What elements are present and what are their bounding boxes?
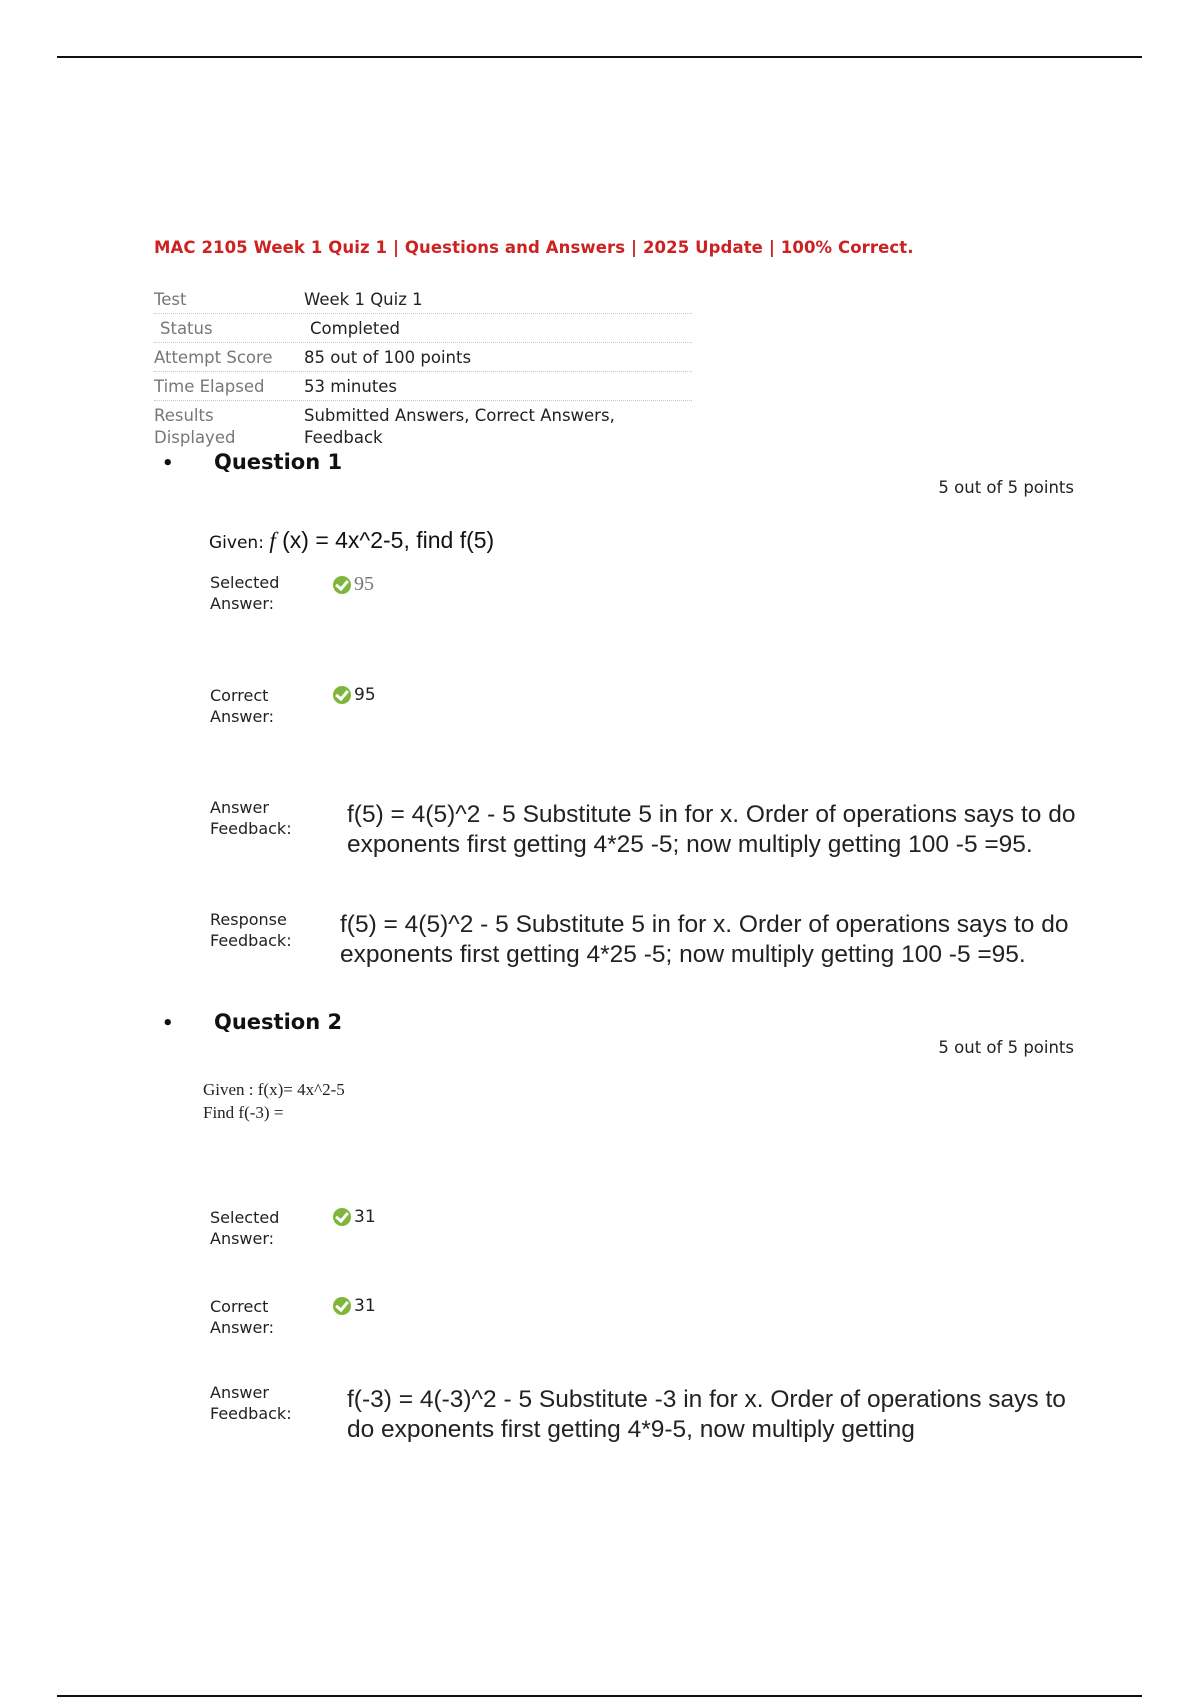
function-expression: (x) = 4x^2-5, find f(5) (275, 527, 495, 553)
label-line: Response (210, 910, 287, 929)
check-circle-icon (333, 1208, 351, 1226)
question-2-points: 5 out of 5 points (938, 1038, 1074, 1057)
check-circle-icon (333, 1297, 351, 1315)
question-2-selected-answer (333, 1207, 376, 1227)
correct-answer-label (210, 1296, 274, 1338)
label-line: Answer: (210, 1229, 275, 1248)
info-value: Week 1 Quiz 1 (304, 290, 423, 309)
info-label (154, 401, 304, 449)
question-title: Question 1 (214, 450, 343, 474)
info-label-line: Results (154, 406, 214, 425)
info-value (304, 401, 692, 449)
info-label: Time Elapsed (154, 377, 265, 396)
attempt-info-table (154, 285, 692, 449)
info-row-time (154, 372, 692, 401)
question-1-answer-feedback: f(5) = 4(5)^2 - 5 Substitute 5 in for x. Order of operations says to do exponents first getting 4*25 -5; now multiply getting 100 -5 =95. (347, 801, 1076, 858)
info-value-line: Submitted Answers, Correct Answers, (304, 406, 615, 425)
info-row-score (154, 343, 692, 372)
info-row-results (154, 401, 692, 449)
given-label: Given: (209, 533, 270, 553)
label-line: Answer (210, 798, 269, 817)
label-line: Feedback: (210, 819, 292, 838)
question-2-heading (162, 1010, 342, 1034)
selected-answer-label (210, 1207, 279, 1249)
question-1-points: 5 out of 5 points (938, 478, 1074, 497)
label-line: Correct (210, 1297, 269, 1316)
info-label: Attempt Score (154, 348, 273, 367)
answer-value: 31 (354, 1207, 376, 1227)
info-value: 85 out of 100 points (304, 348, 472, 367)
bullet: • (162, 1013, 174, 1034)
question-1-prompt (209, 527, 494, 554)
question-1-selected-answer (333, 573, 374, 596)
prompt-line: Find f(-3) = (203, 1103, 284, 1122)
question-title: Question 2 (214, 1010, 343, 1034)
correct-answer-label (210, 685, 274, 727)
question-2-prompt (203, 1078, 345, 1124)
bottom-rule (57, 1695, 1142, 1697)
info-value: 53 minutes (304, 377, 398, 396)
question-2-answer-feedback: f(-3) = 4(-3)^2 - 5 Substitute -3 in for x. Order of operations says to do exponents first getting 4*9-5, now multiply getting (347, 1386, 1066, 1443)
info-label-line: Displayed (154, 428, 236, 447)
response-feedback-label (210, 909, 292, 951)
label-line: Selected (210, 1208, 280, 1227)
question-2-correct-answer (333, 1296, 376, 1316)
check-circle-icon (333, 686, 351, 704)
question-1-correct-answer (333, 685, 376, 705)
info-label: Status (160, 319, 213, 338)
question-1-response-feedback: f(5) = 4(5)^2 - 5 Substitute 5 in for x. Order of operations says to do exponents first getting 4*25 -5; now multiply getting 100 -5 =95. (340, 911, 1069, 968)
label-line: Feedback: (210, 931, 292, 950)
question-1-heading (162, 450, 342, 474)
bullet: • (162, 453, 174, 474)
label-line: Feedback: (210, 1404, 292, 1423)
label-line: Correct (210, 686, 269, 705)
answer-feedback-label (210, 797, 292, 839)
info-value-line: Feedback (304, 428, 383, 447)
selected-answer-label (210, 572, 279, 614)
check-circle-icon (333, 576, 351, 594)
document-title: MAC 2105 Week 1 Quiz 1 | Questions and Answers | 2025 Update | 100% Correct. (154, 238, 914, 257)
answer-value: 31 (354, 1296, 376, 1316)
label-line: Answer: (210, 594, 275, 613)
top-rule (57, 56, 1142, 58)
function-symbol: f (269, 528, 276, 553)
label-line: Answer (210, 1383, 269, 1402)
answer-value: 95 (354, 573, 374, 595)
answer-value: 95 (354, 685, 376, 705)
info-value: Completed (310, 319, 400, 338)
answer-feedback-label (210, 1382, 292, 1424)
label-line: Answer: (210, 707, 275, 726)
label-line: Answer: (210, 1318, 275, 1337)
prompt-line: Given : f(x)= 4x^2-5 (203, 1080, 345, 1099)
label-line: Selected (210, 573, 280, 592)
info-row-test (154, 285, 692, 314)
info-row-status (154, 314, 692, 343)
info-label: Test (154, 290, 187, 309)
